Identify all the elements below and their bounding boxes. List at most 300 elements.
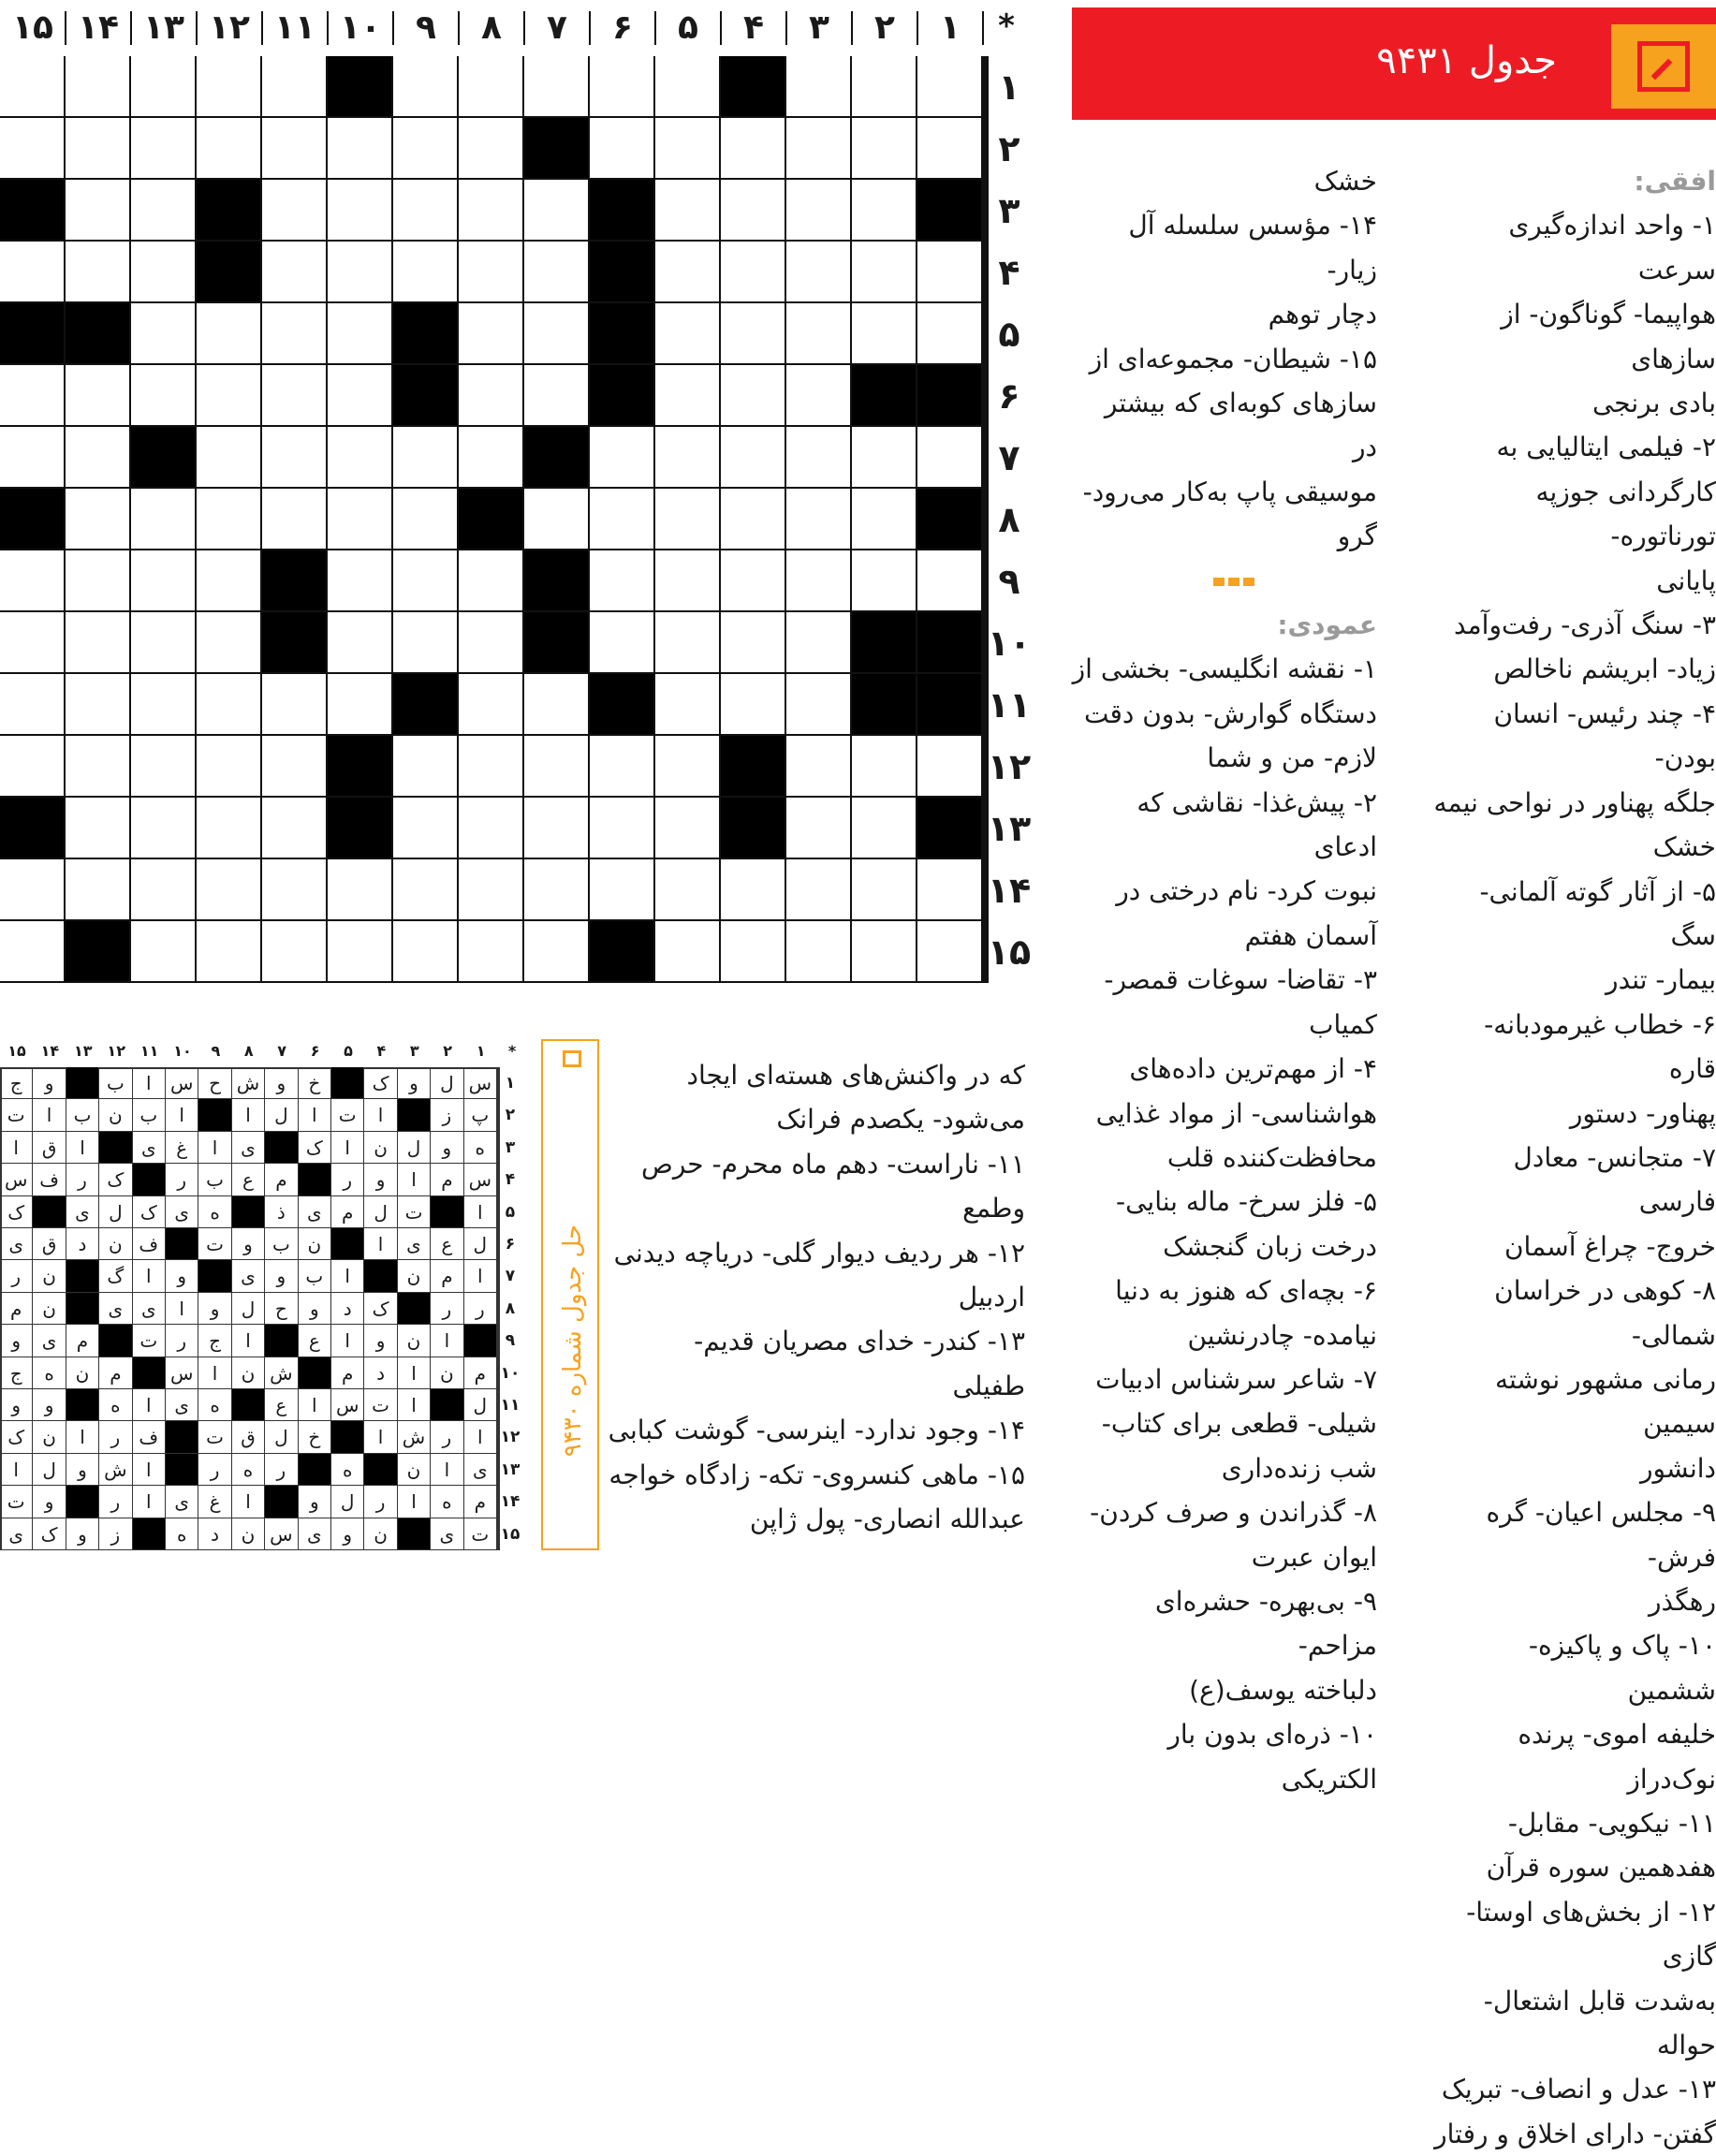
clue-line: شیلی- قطعی برای کتاب- — [1101, 1408, 1377, 1440]
solution-cell: ش — [265, 1357, 298, 1389]
solution-cell: و — [66, 1518, 99, 1550]
black-cell — [524, 427, 590, 489]
solution-cell: ک — [33, 1518, 66, 1550]
tick-icon — [1637, 41, 1690, 92]
solution-cell: ت — [133, 1325, 166, 1357]
solution-cell: ه — [232, 1454, 265, 1486]
solution-column-number: ۲ — [443, 1042, 453, 1060]
black-cell — [66, 921, 131, 983]
solution-cell: ا — [0, 1132, 33, 1164]
grid-cell — [917, 427, 983, 489]
solution-cell: ه — [99, 1389, 132, 1421]
grid-cell — [393, 798, 459, 859]
solution-cell: ر — [331, 1164, 364, 1195]
grid-cell — [262, 798, 328, 859]
solution-row-number: ۴ — [505, 1170, 516, 1190]
grid-cell — [393, 427, 459, 489]
grid-cell — [262, 365, 328, 427]
grid-cell — [721, 303, 786, 365]
clue-line: کارگردانی جوزپه تورناتوره- — [1535, 476, 1716, 552]
solution-cell: ی — [464, 1454, 497, 1486]
solution-black-cell — [133, 1164, 166, 1195]
grid-cell — [131, 56, 197, 118]
grid-cell — [131, 674, 197, 736]
black-cell — [262, 612, 328, 674]
solution-cell: و — [33, 1486, 66, 1518]
grid-cell — [66, 118, 131, 180]
clue-line: دستگاه گوارش- بدون دقت — [1083, 697, 1377, 729]
solution-cell: ب — [198, 1164, 231, 1195]
solution-cell: م — [66, 1325, 99, 1357]
row-number: ۲ — [998, 128, 1020, 169]
solution-row-number: ۳ — [505, 1137, 516, 1157]
grid-cell — [66, 550, 131, 612]
grid-cell — [262, 180, 328, 242]
black-cell — [721, 798, 786, 859]
black-cell — [66, 303, 131, 365]
clue-line: ۱۰- ذره‌ای بدون بار الکتریکی — [1167, 1719, 1377, 1795]
grid-cell — [721, 427, 786, 489]
grid-cell — [786, 303, 852, 365]
grid-cell — [131, 180, 197, 242]
horizontal-clues-heading: افقی: — [1634, 166, 1716, 197]
solution-cell: ی — [166, 1486, 198, 1518]
clue-line: ۱۱- ناراست- دهم ماه محرم- حرص — [640, 1148, 1025, 1180]
clue-line: آسمان هفتم — [1244, 919, 1377, 951]
solution-cell: و — [66, 1454, 99, 1486]
grid-cell — [66, 674, 131, 736]
grid-cell — [852, 242, 917, 303]
solution-cell: ه — [331, 1454, 364, 1486]
grid-cell — [328, 674, 393, 736]
grid-cell — [655, 427, 721, 489]
solution-row-number: ۵ — [505, 1202, 516, 1222]
black-cell — [0, 798, 66, 859]
solution-black-cell — [198, 1099, 231, 1131]
solution-cell: و — [299, 1486, 331, 1518]
column-number: ۲ — [874, 8, 895, 47]
column-separator — [917, 11, 918, 45]
grid-cell — [721, 365, 786, 427]
grid-cell — [852, 427, 917, 489]
solution-cell: ع — [232, 1164, 265, 1195]
clue-line: زیاد- ابریشم ناخالص — [1493, 653, 1716, 685]
grid-cell — [0, 56, 66, 118]
solution-black-cell — [398, 1293, 431, 1325]
solution-cell: ر — [198, 1454, 231, 1486]
solution-black-cell — [464, 1325, 497, 1357]
row-number: ۶ — [998, 375, 1020, 417]
solution-black-cell — [133, 1357, 166, 1389]
solution-cell: ن — [398, 1454, 431, 1486]
solution-column-number: ۶ — [310, 1042, 320, 1060]
solution-cell: و — [299, 1293, 331, 1325]
grid-cell — [262, 303, 328, 365]
black-cell — [721, 56, 786, 118]
solution-cell: ک — [364, 1067, 397, 1099]
clue-line: نیامده- چادرنشین — [1187, 1319, 1377, 1351]
grid-cell — [655, 56, 721, 118]
grid-cell — [786, 489, 852, 550]
solution-column-number: ۵ — [344, 1042, 353, 1060]
solution-row-number: ۹ — [505, 1331, 516, 1351]
solution-cell: و — [331, 1518, 364, 1550]
clue-line: رهگذر — [1649, 1586, 1716, 1617]
solution-cell: ت — [0, 1486, 33, 1518]
solution-cell: ف — [33, 1164, 66, 1195]
column-separator — [130, 11, 132, 45]
solution-cell: ن — [232, 1518, 265, 1550]
solution-cell: س — [265, 1518, 298, 1550]
column-number: ۱۱ — [274, 8, 315, 47]
solution-cell: ت — [331, 1099, 364, 1131]
solution-black-cell — [232, 1389, 265, 1421]
black-cell — [917, 612, 983, 674]
solution-cell: ا — [33, 1099, 66, 1131]
grid-cell — [131, 303, 197, 365]
grid-cell — [262, 427, 328, 489]
solution-cell: ن — [398, 1325, 431, 1357]
solution-cell: ا — [232, 1325, 265, 1357]
black-cell — [197, 180, 262, 242]
solution-cell: ک — [0, 1196, 33, 1228]
row-number: ۵ — [998, 314, 1020, 355]
grid-cell — [0, 921, 66, 983]
solution-black-cell — [133, 1518, 166, 1550]
solution-cell: م — [431, 1164, 463, 1195]
grid-cell — [721, 550, 786, 612]
solution-cell: ت — [364, 1389, 397, 1421]
column-separator — [261, 11, 263, 45]
solution-cell: و — [398, 1067, 431, 1099]
black-cell — [852, 365, 917, 427]
row-number: ۴ — [998, 252, 1020, 293]
grid-cell — [786, 674, 852, 736]
clue-line: کمیاب — [1309, 1008, 1377, 1040]
grid-cell — [917, 921, 983, 983]
grid-cell — [786, 612, 852, 674]
black-cell — [131, 427, 197, 489]
grid-cell — [459, 303, 524, 365]
clue-line: خلیفه اموی- پرنده نوک‌دراز — [1518, 1719, 1716, 1795]
grid-cell — [459, 798, 524, 859]
solution-cell: ه — [33, 1357, 66, 1389]
column-separator — [523, 11, 525, 45]
grid-cell — [66, 859, 131, 921]
solution-column-number: ۱۴ — [40, 1042, 60, 1060]
grid-cell — [721, 118, 786, 180]
grid-cell — [197, 550, 262, 612]
solution-cell: د — [66, 1228, 99, 1260]
black-cell — [328, 798, 393, 859]
solution-column-number: ۱۲ — [107, 1042, 125, 1060]
solution-cell: ل — [33, 1454, 66, 1486]
clue-line: ۳- تقاضا- سوغات قمصر- — [1104, 964, 1377, 996]
grid-cell — [66, 365, 131, 427]
solution-cell: ذ — [265, 1196, 298, 1228]
solution-cell: م — [265, 1164, 298, 1195]
solution-cell: ج — [0, 1357, 33, 1389]
solution-cell: ز — [431, 1099, 463, 1131]
clue-line: دچار توهم — [1268, 299, 1377, 330]
clue-line: جلگه پهناور در نواحی نیمه — [1433, 786, 1716, 818]
grid-cell — [786, 56, 852, 118]
column-number: ۱ — [940, 8, 961, 47]
black-cell — [917, 180, 983, 242]
grid-cell — [393, 921, 459, 983]
tick-box-logo — [1611, 24, 1716, 109]
clue-line: رمانی مشهور نوشته سیمین — [1494, 1363, 1716, 1440]
grid-cell — [917, 736, 983, 798]
grid-cell — [917, 303, 983, 365]
solution-cell: ه — [198, 1389, 231, 1421]
grid-cell — [524, 56, 590, 118]
solution-cell: ا — [133, 1389, 166, 1421]
grid-cell — [786, 180, 852, 242]
solution-cell: ت — [398, 1196, 431, 1228]
row-number: ۱۴ — [987, 870, 1032, 911]
solution-black-cell — [431, 1196, 463, 1228]
grid-cell — [66, 427, 131, 489]
clue-line: دانشور — [1639, 1452, 1716, 1484]
grid-cell — [524, 921, 590, 983]
solution-cell: ی — [0, 1518, 33, 1550]
grid-cell — [131, 242, 197, 303]
clue-line: دلباخته یوسف(ع) — [1189, 1674, 1377, 1706]
grid-cell — [524, 365, 590, 427]
solution-row-number: ۱۵ — [500, 1524, 521, 1544]
grid-cell — [262, 118, 328, 180]
clue-line: ۱۴- مؤسس سلسله آل زیار- — [1128, 210, 1377, 286]
grid-cell — [66, 612, 131, 674]
solution-row-number: ۱۰ — [500, 1363, 521, 1383]
row-number: ۱۱ — [987, 684, 1032, 726]
grid-cell — [328, 921, 393, 983]
clue-line: هواپیما- گوناگون- از سازهای — [1501, 299, 1716, 374]
solution-cell: ق — [33, 1132, 66, 1164]
grid-cell — [524, 674, 590, 736]
solution-cell: ا — [198, 1132, 231, 1164]
solution-cell: گ — [99, 1260, 132, 1292]
row-number: ۷ — [998, 437, 1020, 478]
solution-cell: د — [331, 1293, 364, 1325]
solution-cell: ع — [299, 1325, 331, 1357]
grid-cell — [459, 56, 524, 118]
solution-row-number: ۱۳ — [500, 1459, 521, 1479]
solution-row-number: ۷ — [505, 1267, 516, 1286]
row-number: ۳ — [998, 190, 1020, 231]
solution-cell: ا — [464, 1260, 497, 1292]
grid-cell — [131, 921, 197, 983]
grid-cell — [721, 921, 786, 983]
clue-line: که در واکنش‌های هسته‌ای ایجاد — [686, 1060, 1025, 1091]
solution-cell: ع — [431, 1228, 463, 1260]
solution-black-cell — [99, 1325, 132, 1357]
clue-line: ۵- فلز سرخ- ماله بنایی- — [1115, 1186, 1377, 1218]
solution-cell: د — [364, 1357, 397, 1389]
solution-cell: ل — [464, 1228, 497, 1260]
grid-cell — [917, 56, 983, 118]
column-number: ۱۲ — [209, 8, 250, 47]
grid-cell — [786, 427, 852, 489]
black-cell — [197, 242, 262, 303]
solution-row-number: ۱۱ — [500, 1396, 521, 1415]
solution-cell: ر — [0, 1260, 33, 1292]
grid-cell — [393, 612, 459, 674]
clue-line: موسیقی پاپ به‌کار می‌رود- گرو — [1082, 476, 1377, 552]
crossword-grid — [0, 56, 983, 983]
grid-cell — [590, 736, 655, 798]
solution-black-cell — [66, 1293, 99, 1325]
solution-black-cell — [431, 1389, 463, 1421]
solution-cell: ی — [166, 1389, 198, 1421]
solution-cell: ب — [133, 1099, 166, 1131]
grid-cell — [66, 489, 131, 550]
grid-cell — [459, 859, 524, 921]
solution-cell: ر — [431, 1421, 463, 1453]
solution-black-cell — [66, 1067, 99, 1099]
row-number: ۱ — [998, 66, 1020, 108]
black-cell — [0, 303, 66, 365]
solution-cell: ا — [364, 1099, 397, 1131]
solution-cell: س — [464, 1164, 497, 1195]
grid-cell — [328, 489, 393, 550]
column-separator — [65, 11, 66, 45]
grid-cell — [0, 736, 66, 798]
solution-cell: و — [0, 1325, 33, 1357]
grid-cell — [197, 859, 262, 921]
grid-cell — [786, 921, 852, 983]
solution-cell: ه — [166, 1518, 198, 1550]
solution-column-number: ۷ — [277, 1042, 287, 1060]
solution-column-number: ۱۳ — [74, 1042, 93, 1060]
row-number: ۱۲ — [987, 746, 1032, 787]
grid-cell — [66, 798, 131, 859]
solution-black-cell — [299, 1454, 331, 1486]
clue-line: ۴- چند رئیس- انسان بودن- — [1493, 697, 1716, 774]
solution-column-number: ۱ — [476, 1042, 486, 1060]
grid-cell — [0, 550, 66, 612]
column-separator — [654, 11, 656, 45]
black-cell — [852, 612, 917, 674]
clue-line: ۱۳- کندر- خدای مصریان قدیم- — [694, 1326, 1025, 1357]
clue-line: ۲- فیلمی ایتالیایی به — [1496, 432, 1716, 463]
clue-line: ۱۱- نیکویی- مقابل- — [1507, 1808, 1716, 1840]
solution-cell: ا — [232, 1486, 265, 1518]
solution-cell: ک — [133, 1196, 166, 1228]
solution-cell: ه — [198, 1196, 231, 1228]
grid-cell — [852, 180, 917, 242]
grid-cell — [262, 489, 328, 550]
grid-cell — [328, 180, 393, 242]
grid-cell — [459, 550, 524, 612]
solution-cell: ر — [265, 1454, 298, 1486]
solution-black-cell — [66, 1486, 99, 1518]
solution-cell: م — [99, 1357, 132, 1389]
grid-cell — [262, 736, 328, 798]
clue-line: ۹- مجلس اعیان- گره فرش- — [1486, 1497, 1716, 1573]
grid-cell — [197, 56, 262, 118]
column-separator — [982, 11, 984, 45]
solution-cell: و — [33, 1389, 66, 1421]
solution-column-numbers — [0, 1039, 520, 1067]
grid-cell — [655, 365, 721, 427]
solution-cell: و — [431, 1132, 463, 1164]
solution-cell: ت — [198, 1228, 231, 1260]
grid-cell — [655, 242, 721, 303]
grid-cell — [721, 859, 786, 921]
grid-cell — [655, 489, 721, 550]
grid-cell — [721, 489, 786, 550]
row-number: ۹ — [998, 561, 1020, 602]
black-cell — [721, 736, 786, 798]
solution-cell: س — [331, 1389, 364, 1421]
black-cell — [459, 489, 524, 550]
grid-cell — [393, 736, 459, 798]
column-number: ۹ — [416, 8, 436, 47]
grid-cell — [0, 674, 66, 736]
grid-cell — [786, 798, 852, 859]
solution-black-cell — [99, 1132, 132, 1164]
solution-cell: س — [166, 1067, 198, 1099]
grid-cell — [524, 859, 590, 921]
grid-cell — [655, 118, 721, 180]
grid-cell — [262, 921, 328, 983]
solution-black-cell — [265, 1325, 298, 1357]
solution-cell: ن — [299, 1228, 331, 1260]
tick-icon-small — [563, 1050, 581, 1067]
vertical-clues-continued — [599, 1053, 1025, 1541]
grid-cell — [393, 242, 459, 303]
solution-cell: ا — [299, 1389, 331, 1421]
grid-cell — [459, 674, 524, 736]
solution-column-number: ۱۵ — [7, 1042, 26, 1060]
grid-cell — [590, 118, 655, 180]
solution-cell: ی — [66, 1196, 99, 1228]
grid-cell — [590, 427, 655, 489]
grid-cell — [197, 921, 262, 983]
clue-line: ۶- بچه‌ای که هنوز به دنیا — [1115, 1275, 1377, 1307]
separator-dots — [1072, 559, 1377, 603]
solution-corner-asterisk: * — [507, 1042, 517, 1060]
column-number: ۸ — [481, 8, 502, 47]
solution-cell: ن — [398, 1260, 431, 1292]
solution-cell: و — [33, 1067, 66, 1099]
grid-cell — [328, 550, 393, 612]
grid-cell — [786, 242, 852, 303]
grid-cell — [328, 612, 393, 674]
solution-cell: ن — [99, 1099, 132, 1131]
clue-line: ۱۵- ماهی کنسروی- تکه- زادگاه خواجه — [609, 1459, 1025, 1490]
clue-line: ۱۲- هر ردیف دیوار گلی- دریاچه دیدنی — [613, 1237, 1025, 1269]
solution-cell: ل — [99, 1196, 132, 1228]
grid-cell — [131, 612, 197, 674]
solution-cell: ا — [133, 1260, 166, 1292]
grid-cell — [393, 118, 459, 180]
column-separator — [196, 11, 198, 45]
solution-black-cell — [364, 1260, 397, 1292]
solution-cell: غ — [198, 1486, 231, 1518]
grid-cell — [721, 242, 786, 303]
solution-cell: ح — [265, 1293, 298, 1325]
grid-cell — [786, 736, 852, 798]
solution-cell: و — [198, 1293, 231, 1325]
solution-cell: ا — [464, 1196, 497, 1228]
solution-cell: ر — [431, 1293, 463, 1325]
horizontal-clues-column — [1432, 159, 1716, 2156]
solution-cell: ل — [364, 1196, 397, 1228]
grid-cell — [459, 736, 524, 798]
